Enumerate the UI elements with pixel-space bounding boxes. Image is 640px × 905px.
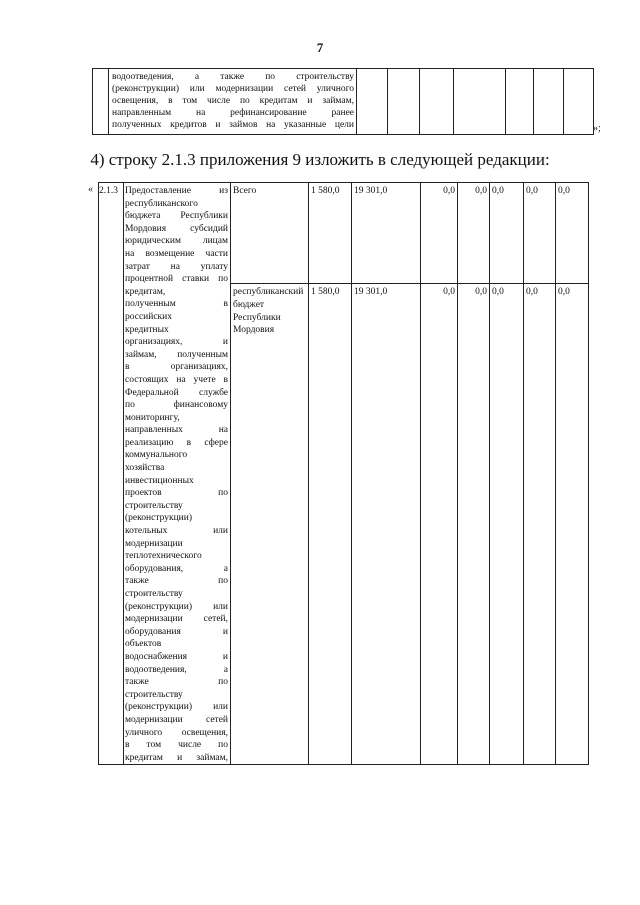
closing-mark: »;: [593, 123, 601, 134]
text-line: полученных кредитов и займов на указанные цели: [112, 120, 354, 130]
text-line: на возмещение части: [125, 248, 228, 259]
text-line: республиканский: [233, 287, 304, 298]
text-line: Республики: [233, 312, 281, 323]
text-line: республиканского: [125, 198, 198, 209]
value-cell: 0,0: [556, 183, 589, 284]
value-cell: 0,0: [458, 183, 490, 284]
value-cell: 0,0: [421, 183, 458, 284]
text-line: займам, полученным: [125, 349, 228, 360]
text-line: также по: [125, 576, 228, 587]
text-line: российских: [125, 311, 173, 322]
text-line: хозяйства: [125, 463, 165, 474]
value-cell: 0,0: [490, 183, 524, 284]
text-line: Мордовия субсидий: [125, 223, 228, 234]
text-line: строительству: [125, 689, 183, 700]
value-cell: 1 580,0: [309, 284, 352, 765]
text-line: бюджет: [233, 299, 265, 310]
value-cell: 0,0: [490, 284, 524, 765]
text-line: (реконструкции) или: [125, 702, 228, 713]
row-description: [124, 183, 231, 765]
text-line: мониторингу,: [125, 412, 180, 423]
value-cell: 19 301,0: [352, 183, 421, 284]
text-line: юридическим лицам: [125, 236, 228, 247]
text-line: проектов по: [125, 488, 228, 499]
empty-cell: [388, 69, 420, 135]
text-line: Мордовия: [233, 325, 275, 336]
value-cell: 0,0: [421, 284, 458, 765]
text-line: уличного освещения,: [125, 727, 228, 738]
text-line: строительству: [125, 589, 183, 599]
text-line: модернизации: [125, 538, 183, 549]
text-line: инвестиционных: [125, 475, 194, 486]
text-line: Федеральной службе: [125, 387, 228, 398]
value-cell: 0,0: [524, 284, 556, 765]
text-line: модернизации сетей: [125, 714, 228, 725]
text-line: полученным в: [125, 299, 228, 310]
previous-row-description: [109, 69, 357, 135]
text-line: организациях, и: [125, 337, 228, 348]
text-line: Предоставление из: [125, 186, 228, 196]
text-line: модернизации сетей,: [125, 614, 228, 625]
text-line: кредитам,: [125, 286, 166, 297]
text-line: кредитам и займам,: [125, 752, 228, 763]
value-cell: 0,0: [556, 284, 589, 765]
text-line: по финансовому: [125, 400, 228, 411]
text-line: состоящих на учете в: [125, 374, 228, 385]
opening-mark: «: [88, 184, 93, 195]
empty-cell: [564, 69, 594, 135]
text-line: реализацию в сфере: [125, 437, 228, 448]
page-number: 7: [316, 40, 324, 55]
text-line: направленных на: [125, 425, 228, 436]
funding-source-republican-budget: [231, 284, 309, 765]
row-2-1-3-table: [98, 182, 589, 765]
funding-source-total: Всего: [231, 183, 309, 284]
amendment-instruction: 4) строку 2.1.3 приложения 9 изложить в следующей редакции:: [90, 150, 550, 169]
text-line: процентной ставки по: [125, 274, 228, 285]
row-code: 2.1.3: [99, 183, 124, 765]
text-line: бюджета Республики: [125, 211, 228, 222]
value-cell: 1 580,0: [309, 183, 352, 284]
text-line: также по: [125, 677, 228, 688]
text-line: в том числе по: [125, 740, 228, 751]
text-line: объектов: [125, 639, 162, 650]
text-line: (реконструкции) или: [125, 601, 228, 612]
value-cell: 19 301,0: [352, 284, 421, 765]
value-cell: 0,0: [458, 284, 490, 765]
text-line: котельных или: [125, 526, 228, 537]
text-line: (реконструкции): [125, 513, 192, 524]
text-line: в организациях,: [125, 362, 228, 373]
empty-cell: [506, 69, 534, 135]
text-line: затрат на уплату: [125, 261, 228, 272]
text-line: водоотведения, а также по строительству: [112, 72, 354, 82]
text-line: водоснабжения и: [125, 651, 228, 662]
text-line: оборудования и: [125, 626, 228, 637]
empty-cell: [357, 69, 388, 135]
empty-cell: [454, 69, 506, 135]
text-line: оборудования, а: [125, 563, 228, 574]
text-line: (реконструкции) или модернизации сетей уличного: [112, 84, 354, 94]
empty-cell: [93, 69, 109, 135]
text-line: строительству: [125, 500, 183, 511]
text-line: водоотведения, а: [125, 664, 228, 675]
empty-cell: [420, 69, 454, 135]
value-cell: 0,0: [524, 183, 556, 284]
text-line: освещения, в том числе по кредитам и займам,: [112, 96, 354, 106]
text-line: теплотехнического: [125, 551, 202, 562]
empty-cell: [534, 69, 564, 135]
previous-row-table: [92, 68, 594, 135]
text-line: коммунального: [125, 450, 188, 461]
text-line: направленным на рефинансирование ранее: [112, 108, 354, 118]
text-line: кредитных: [125, 324, 169, 335]
